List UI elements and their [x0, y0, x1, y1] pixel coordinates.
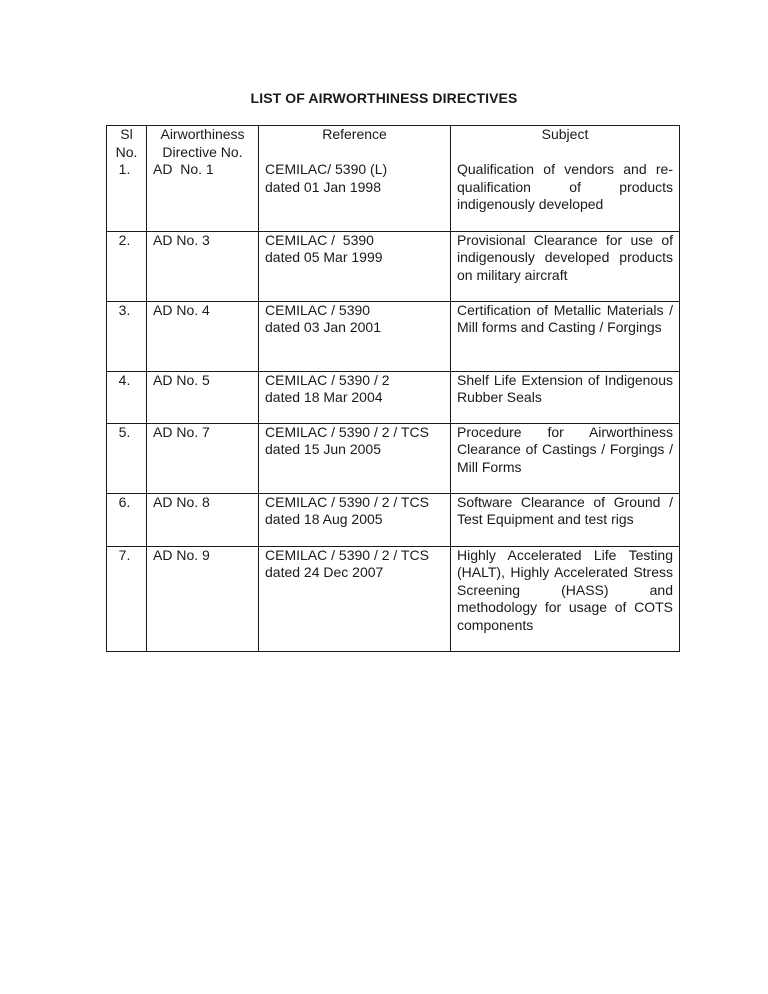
table-row — [107, 371, 680, 423]
ad-cell: AD No. 4 — [147, 301, 259, 371]
table-row — [107, 161, 680, 231]
sl-cell: 5. — [107, 423, 147, 493]
subject-cell: Shelf Life Extension of Indigenous Rubber Seals — [451, 371, 680, 423]
subject-cell: Procedure for Airworthiness Clearance of Castings / Forgings / Mill Forms — [451, 423, 680, 493]
reference-number: CEMILAC / 5390 / 2 — [265, 371, 390, 388]
reference-date: dated 15 Jun 2005 — [265, 441, 381, 457]
table-row — [107, 423, 680, 493]
reference-date: dated 18 Aug 2005 — [265, 511, 383, 527]
sl-cell: 7. — [107, 546, 147, 651]
subject-cell: Provisional Clearance for use of indigenously developed products on military aircraft — [451, 231, 680, 301]
document-title: LIST OF AIRWORTHINESS DIRECTIVES — [250, 90, 518, 106]
reference-cell — [259, 161, 451, 231]
reference-cell — [259, 301, 451, 371]
subject-cell: Qualification of vendors and re-qualification of products indigenously developed — [451, 161, 680, 231]
ad-cell: AD No. 3 — [147, 231, 259, 301]
sl-cell: 1. — [107, 161, 147, 231]
subject-cell: Certification of Metallic Materials / Mill forms and Casting / Forgings — [451, 301, 680, 371]
ad-cell: AD No. 5 — [147, 371, 259, 423]
reference-cell — [259, 546, 451, 651]
reference-cell — [259, 371, 451, 423]
reference-cell — [259, 231, 451, 301]
reference-date: dated 03 Jan 2001 — [265, 319, 381, 335]
header-ad-no: Airworthiness Directive No. — [147, 126, 259, 162]
header-reference: Reference — [259, 126, 451, 162]
table-row — [107, 301, 680, 371]
reference-date: dated 24 Dec 2007 — [265, 564, 384, 580]
reference-cell — [259, 423, 451, 493]
ad-cell: AD No. 8 — [147, 493, 259, 546]
ad-cell: AD No. 1 — [147, 161, 259, 231]
subject-cell: Highly Accelerated Life Testing (HALT), Highly Accelerated Stress Screening (HASS) and methodology for usage of COTS components — [451, 546, 680, 651]
reference-number: CEMILAC / 5390 / 2 / TCS — [265, 423, 429, 440]
subject-cell: Software Clearance of Ground / Test Equipment and test rigs — [451, 493, 680, 546]
table-row — [107, 231, 680, 301]
reference-date: dated 05 Mar 1999 — [265, 249, 383, 265]
reference-cell — [259, 493, 451, 546]
sl-cell: 2. — [107, 231, 147, 301]
header-sl-no: Sl No. — [107, 126, 147, 162]
reference-date: dated 18 Mar 2004 — [265, 389, 383, 405]
reference-number: CEMILAC / 5390 — [265, 301, 371, 318]
reference-number: CEMILAC / 5390 — [265, 231, 374, 248]
table-row — [107, 546, 680, 651]
reference-date: dated 01 Jan 1998 — [265, 178, 381, 195]
table-header-row — [107, 126, 680, 162]
sl-cell: 3. — [107, 301, 147, 371]
reference-number: CEMILAC/ 5390 (L) — [265, 161, 388, 177]
ad-cell: AD No. 9 — [147, 546, 259, 651]
sl-cell: 6. — [107, 493, 147, 546]
header-subject: Subject — [451, 126, 680, 162]
sl-cell: 4. — [107, 371, 147, 423]
reference-number: CEMILAC / 5390 / 2 / TCS — [265, 493, 429, 510]
directives-table — [106, 125, 680, 652]
ad-cell: AD No. 7 — [147, 423, 259, 493]
reference-number: CEMILAC / 5390 / 2 / TCS — [265, 546, 429, 563]
table-row — [107, 493, 680, 546]
